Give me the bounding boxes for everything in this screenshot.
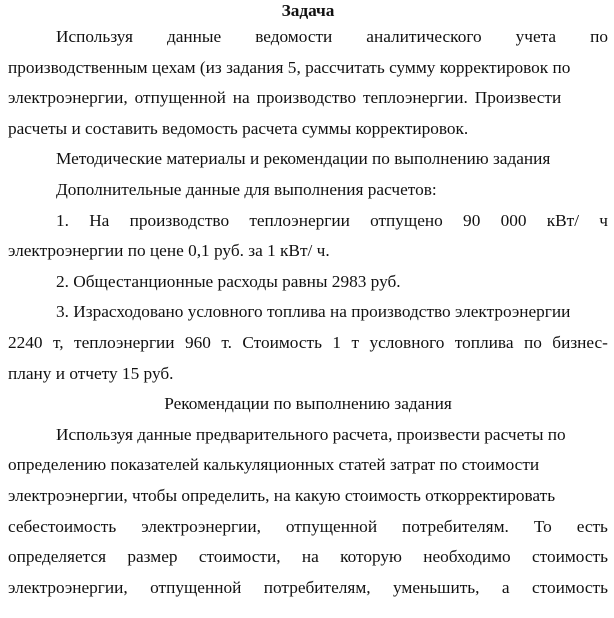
document-page bbox=[8, 0, 608, 603]
item-1-line-1 bbox=[8, 206, 608, 237]
item-1-line-2: электроэнергии по цене 0,1 руб. за 1 кВт/ ч. bbox=[8, 241, 330, 261]
word: 90 bbox=[463, 210, 481, 230]
word: стоимость bbox=[532, 577, 608, 597]
item-3-line-2 bbox=[8, 328, 608, 359]
word: электроэнергии, bbox=[141, 516, 261, 536]
methodical-heading: Методические материалы и рекомендации по выполнению задания bbox=[56, 149, 551, 169]
task-paragraph bbox=[8, 22, 608, 144]
recommendations-paragraph bbox=[8, 420, 608, 604]
word: а bbox=[501, 577, 510, 597]
item-3 bbox=[8, 297, 608, 389]
recommendations-line-3: электроэнергии, чтобы определить, на какую стоимость откорректировать bbox=[8, 485, 556, 505]
word: отпущено bbox=[370, 210, 443, 230]
task-line-4: расчеты и составить ведомость расчета суммы корректировок. bbox=[8, 118, 469, 138]
word: себестоимость bbox=[8, 516, 117, 536]
word: стоимость bbox=[531, 547, 608, 567]
word: Используя bbox=[56, 27, 133, 46]
word: ч bbox=[599, 210, 608, 230]
word: т. bbox=[221, 332, 232, 352]
word: топлива bbox=[454, 332, 514, 352]
word: 2240 bbox=[8, 332, 43, 352]
word: есть bbox=[576, 516, 608, 536]
word: определяется bbox=[8, 547, 107, 567]
word: отпущенной bbox=[285, 516, 378, 536]
word: размер bbox=[127, 547, 178, 567]
word: То bbox=[533, 516, 552, 536]
word: потребителям, bbox=[263, 577, 371, 597]
word: кВт/ bbox=[546, 210, 579, 230]
word: 1. bbox=[56, 210, 69, 230]
word: производство bbox=[129, 210, 230, 230]
word: учета bbox=[515, 27, 557, 46]
word: т bbox=[351, 332, 360, 352]
word: Стоимость bbox=[242, 332, 322, 352]
word: На bbox=[89, 210, 110, 230]
word: 1 bbox=[332, 332, 342, 352]
recommendations-line-1: Используя данные предварительного расчета, произвести расчеты по bbox=[56, 424, 566, 444]
item-3-line-1: 3. Израсходовано условного топлива на производство электроэнергии bbox=[56, 302, 571, 322]
word: теплоэнергии bbox=[249, 210, 350, 230]
word: по bbox=[523, 332, 542, 352]
recommendations-line-5 bbox=[8, 542, 608, 573]
item-1 bbox=[8, 206, 608, 267]
word: теплоэнергии bbox=[74, 332, 175, 352]
item-3-line-3: плану и отчету 15 руб. bbox=[8, 363, 174, 383]
word: 960 bbox=[184, 332, 211, 352]
additional-heading: Дополнительные данные для выполнения расчетов: bbox=[56, 179, 437, 199]
word: условного bbox=[369, 332, 445, 352]
word: бизнес- bbox=[552, 332, 608, 352]
recommendations-line-6 bbox=[8, 573, 608, 604]
word: аналитического bbox=[366, 27, 482, 46]
item-2: 2. Общестанционные расходы равны 2983 руб. bbox=[56, 271, 401, 291]
recommendations-heading: Рекомендации по выполнению задания bbox=[164, 394, 452, 414]
word: отпущенной bbox=[150, 577, 242, 597]
task-line-3: электроэнергии, отпущенной на производство теплоэнергии. Произвести bbox=[8, 88, 562, 108]
word: т, bbox=[53, 332, 64, 352]
word: потребителям. bbox=[402, 516, 509, 536]
recommendations-line-2: определению показателей калькуляционных статей затрат по стоимости bbox=[8, 455, 540, 475]
word: 000 bbox=[500, 210, 527, 230]
word: данные bbox=[166, 27, 222, 46]
word: по bbox=[590, 27, 608, 46]
word: уменьшить, bbox=[393, 577, 480, 597]
task-line-2: производственным цехам (из задания 5, рассчитать сумму корректировок по bbox=[8, 57, 571, 77]
word: электроэнергии, bbox=[8, 577, 128, 597]
word: которую bbox=[340, 547, 402, 567]
word: необходимо bbox=[423, 547, 511, 567]
document-title: Задача bbox=[281, 1, 335, 20]
word: стоимости, bbox=[198, 547, 281, 567]
recommendations-line-4 bbox=[8, 512, 608, 543]
word: на bbox=[301, 547, 319, 567]
word: ведомости bbox=[255, 27, 333, 46]
task-line-1 bbox=[8, 22, 608, 53]
